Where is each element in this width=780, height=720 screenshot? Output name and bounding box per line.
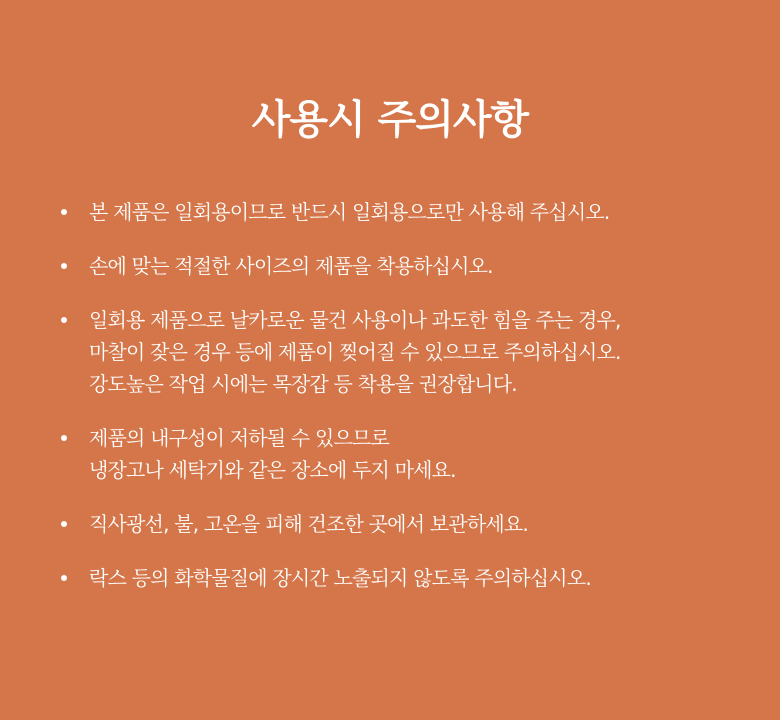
bullet-icon [61, 521, 67, 527]
precaution-text: 손에 맞는 적절한 사이즈의 제품을 착용하십시오. [89, 254, 493, 278]
page-title: 사용시 주의사항 [251, 97, 529, 143]
precautions-list [57, 196, 747, 616]
precaution-text: 락스 등의 화학물질에 장시간 노출되지 않도록 주의하십시오. [89, 566, 591, 590]
precaution-text: 직사광선, 불, 고온을 피해 건조한 곳에서 보관하세요. [89, 512, 528, 536]
bullet-icon [61, 435, 67, 441]
bullet-icon [61, 209, 67, 215]
precaution-text: 일회용 제품으로 날카로운 물건 사용이나 과도한 힘을 주는 경우, [89, 308, 621, 332]
precaution-text: 강도높은 작업 시에는 목장갑 등 착용을 권장합니다. [89, 372, 517, 396]
bullet-icon [61, 575, 67, 581]
precaution-item-3 [57, 304, 747, 400]
precaution-item-5 [57, 508, 747, 540]
precaution-text: 본 제품은 일회용이므로 반드시 일회용으로만 사용해 주십시오. [89, 200, 610, 224]
precaution-item-1 [57, 196, 747, 228]
bullet-icon [61, 263, 67, 269]
bullet-icon [61, 317, 67, 323]
precaution-item-6 [57, 562, 747, 594]
precaution-item-2 [57, 250, 747, 282]
precaution-text: 마찰이 잦은 경우 등에 제품이 찢어질 수 있으므로 주의하십시오. [89, 340, 621, 364]
precaution-text: 제품의 내구성이 저하될 수 있으므로 [89, 426, 390, 450]
precaution-item-4 [57, 422, 747, 486]
precaution-text: 냉장고나 세탁기와 같은 장소에 두지 마세요. [89, 458, 456, 482]
